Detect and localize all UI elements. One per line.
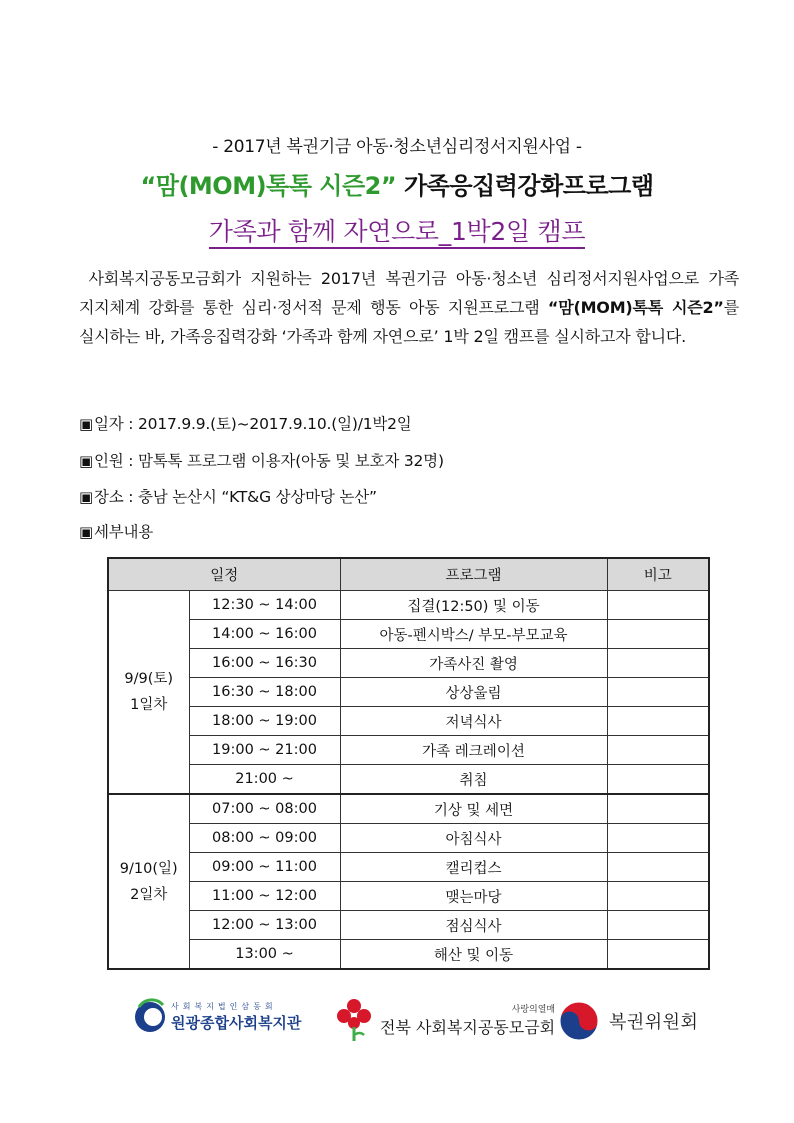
program-cell: 집결(12:50) 및 이동 [340,591,607,620]
note-cell [607,824,709,853]
program-cell: 가족사진 촬영 [340,649,607,678]
community-chest-logo [334,997,555,1043]
note-cell [607,649,709,678]
table-row [108,620,709,649]
note-cell [607,620,709,649]
header-program: 프로그램 [340,558,607,591]
note-cell [607,853,709,882]
program-cell: 해산 및 이동 [340,940,607,970]
info-details-text: 세부내용 [93,523,154,541]
wonkwang-foundation-text: 사회복지법인삼동회 [171,1002,277,1011]
info-date [79,412,412,434]
note-cell [607,911,709,940]
day1-number: 1일차 [130,697,168,713]
note-cell [607,882,709,911]
program-cell: 가족 레크레이션 [340,736,607,765]
title-program-type: 가족응집력강화프로그램 [396,172,654,200]
time-cell: 16:00 ~ 16:30 [189,649,340,678]
schedule-table [107,557,710,970]
lottery-commission-logo [557,999,698,1043]
note-cell [607,707,709,736]
time-cell: 07:00 ~ 08:00 [189,794,340,824]
time-cell: 12:30 ~ 14:00 [189,591,340,620]
box-bullet-icon: ▣ [79,488,93,506]
program-cell: 캘리컵스 [340,853,607,882]
table-row [108,824,709,853]
wonkwang-emblem-icon [133,997,167,1037]
day2-date: 9/10(일) [119,860,178,877]
time-cell: 19:00 ~ 21:00 [189,736,340,765]
day1-label [108,591,189,795]
taegeuk-emblem-icon [557,999,601,1043]
table-row [108,882,709,911]
note-cell [607,591,709,620]
sponsor-logos [0,995,794,1055]
time-cell: 11:00 ~ 12:00 [189,882,340,911]
table-row [108,794,709,824]
table-row [108,911,709,940]
program-cell: 맺는마당 [340,882,607,911]
table-header-row [108,558,709,591]
note-cell [607,678,709,707]
table-row [108,707,709,736]
info-people [79,449,444,471]
camp-title [0,212,794,248]
time-cell: 14:00 ~ 16:00 [189,620,340,649]
wonkwang-name: 원광종합사회복지관 [171,1014,302,1032]
program-cell: 아침식사 [340,824,607,853]
love-fruit-icon [334,997,374,1043]
box-bullet-icon: ▣ [79,415,93,433]
info-place-text: 장소 : 충남 논산시 “KT&G 상상마당 논산” [93,488,377,506]
table-row [108,940,709,970]
header-title [0,166,794,201]
table-row [108,649,709,678]
program-cell: 상상울림 [340,678,607,707]
table-row [108,591,709,620]
program-cell: 저녁식사 [340,707,607,736]
program-cell: 아동-펜시박스/ 부모-부모교육 [340,620,607,649]
time-cell: 16:30 ~ 18:00 [189,678,340,707]
camp-title-text: 가족과 함께 자연으로_1박2일 캠프 [209,217,585,249]
lottery-commission-name: 복권위원회 [609,1012,699,1033]
day2-label [108,794,189,969]
wonkwang-logo [133,997,301,1037]
box-bullet-icon: ▣ [79,452,93,470]
info-details [79,520,153,542]
program-cell: 기상 및 세면 [340,794,607,824]
time-cell: 12:00 ~ 13:00 [189,911,340,940]
table-row [108,678,709,707]
intro-text-2: 를 실시하는 바, 가족응집력강화 ‘가족과 함께 자연으로’ 1박 2일 캠프를 실시하고자 합니다. [79,298,739,346]
note-cell [607,765,709,795]
chest-slogan: 사랑의열매 [511,1005,556,1015]
info-place [79,485,377,507]
header-subtitle: - 2017년 복권기금 아동·청소년심리정서지원사업 - [212,137,582,157]
day1-date: 9/9(토) [124,671,174,687]
time-cell: 21:00 ~ [189,765,340,795]
time-cell: 13:00 ~ [189,940,340,970]
chest-name: 전북 사회복지공동모금회 [380,1018,556,1037]
header-schedule: 일정 [108,558,340,591]
time-cell: 08:00 ~ 09:00 [189,824,340,853]
header-note: 비고 [607,558,709,591]
table-row [108,736,709,765]
time-cell: 18:00 ~ 19:00 [189,707,340,736]
program-cell: 취침 [340,765,607,795]
note-cell [607,794,709,824]
table-row [108,765,709,795]
box-bullet-icon: ▣ [79,523,93,541]
intro-program-name: “맘(MOM)톡톡 시즌2” [547,298,724,317]
intro-text-1: 사회복지공동모금회가 지원하는 2017년 복권기금 아동·청소년 심리정서지원사업으로 가족 지지체계 강화를 통한 심리·정서적 문제 행동 아동 지원프로그램 [79,269,740,317]
note-cell [607,940,709,970]
info-people-text: 인원 : 맘톡톡 프로그램 이용자(아동 및 보호자 32명) [93,452,444,470]
program-cell: 점심식사 [340,911,607,940]
info-date-text: 일자 : 2017.9.9.(토)~2017.9.10.(일)/1박2일 [93,415,412,433]
note-cell [607,736,709,765]
table-row [108,853,709,882]
day2-number: 2일차 [130,886,168,903]
time-cell: 09:00 ~ 11:00 [189,853,340,882]
intro-paragraph [79,264,739,351]
title-program-name: “맘(MOM)톡톡 시즌2” [140,172,397,200]
